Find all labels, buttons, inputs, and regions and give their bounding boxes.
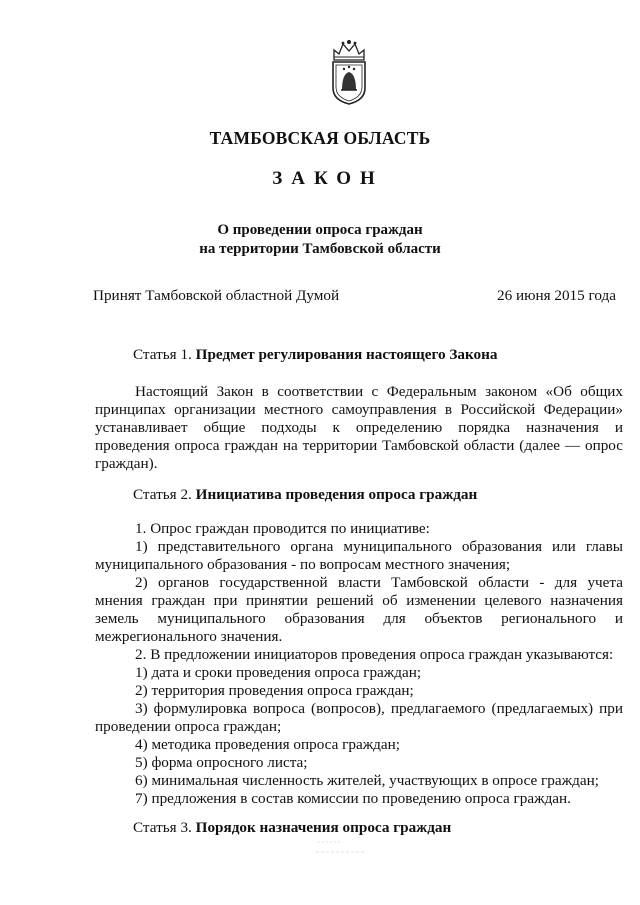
article-2-title: Инициатива проведения опроса граждан — [195, 486, 478, 503]
article-3-title: Порядок назначения опроса граждан — [195, 819, 452, 836]
list-item: 1) дата и сроки проведения опроса граждан; — [135, 664, 422, 681]
law-subject-line-2: на территории Тамбовской области — [199, 241, 441, 257]
article-2-point-1-1b: муниципального образования - по вопросам местного значения; — [95, 556, 511, 573]
article-1-line-3: устанавливает общие подходы к определению порядка назначения и — [95, 419, 623, 436]
list-item: 2) территория проведения опроса граждан; — [135, 682, 414, 699]
article-2-point-1-2a: 2) органов государственной власти Тамбовской области - для учета — [135, 574, 623, 591]
list-item: 7) предложения в состав комиссии по проведению опроса граждан. — [135, 790, 571, 807]
article-2-point-2: 2. В предложении инициаторов проведения опроса граждан указываются: — [135, 646, 614, 663]
list-item: 5) форма опросного листа; — [135, 754, 308, 771]
article-1-heading — [133, 346, 497, 364]
region-title: ТАМБОВСКАЯ ОБЛАСТЬ — [209, 128, 431, 148]
article-2-prefix: Статья 2. — [133, 486, 192, 503]
list-item: 4) методика проведения опроса граждан; — [135, 736, 401, 753]
article-1-title: Предмет регулирования настоящего Закона — [195, 346, 498, 363]
article-1-line-1: Настоящий Закон в соответствии с Федеральным законом «Об общих — [135, 383, 623, 400]
law-subject-line-1: О проведении опроса граждан — [217, 222, 423, 238]
article-3-heading — [133, 819, 451, 837]
adopted-date: 26 июня 2015 года — [496, 287, 616, 304]
article-2-point-1-2d: межрегионального значения. — [95, 628, 283, 645]
article-1-line-2: принципах организации местного самоуправления в Российской Федерации» — [95, 401, 623, 418]
article-3-prefix: Статья 3. — [133, 819, 192, 836]
article-1-line-4: проведения опроса граждан на территории Тамбовской области (далее — опрос — [95, 437, 623, 454]
list-item-continuation: проведении опроса граждан; — [95, 718, 282, 735]
article-2-point-1-2b: мнения граждан при принятии решений об изменении целевого назначения — [95, 592, 623, 609]
tambov-coat-of-arms-icon — [326, 38, 372, 106]
article-1-prefix: Статья 1. — [133, 346, 192, 363]
list-item: 3) формулировка вопроса (вопросов), предлагаемого (предлагаемых) при — [135, 700, 623, 717]
list-item: 6) минимальная численность жителей, участвующих в опросе граждан; — [135, 772, 599, 789]
article-2-point-1-2c: земель муниципального образования для объектов регионального и — [95, 610, 623, 627]
document-type: ЗАКОН — [272, 168, 384, 189]
article-1-line-5: граждан). — [95, 455, 158, 472]
scan-artifact — [312, 836, 372, 866]
article-2-point-1: 1. Опрос граждан проводится по инициативе: — [135, 520, 430, 537]
adopted-by: Принят Тамбовской областной Думой — [93, 287, 340, 304]
article-2-point-1-1a: 1) представительного органа муниципального образования или главы — [135, 538, 623, 555]
article-2-heading — [133, 486, 477, 504]
